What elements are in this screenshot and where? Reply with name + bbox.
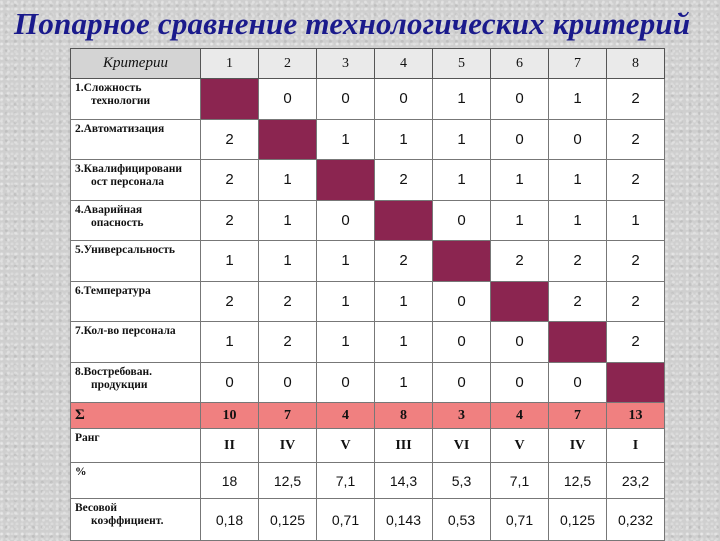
criterion-label-line2: опасность xyxy=(91,216,144,229)
weight-cell: 0,18 xyxy=(201,499,259,541)
criterion-label-line1: 3.Квалифицировани xyxy=(75,163,183,175)
criterion-label xyxy=(71,160,201,201)
score-cell: 1 xyxy=(375,362,433,403)
criterion-label-line1: 4.Аварийная xyxy=(75,203,143,216)
weight-label-line1: Весовой xyxy=(75,502,117,514)
sum-cell: 7 xyxy=(549,403,607,429)
diagonal-cell xyxy=(549,322,607,363)
score-cell: 2 xyxy=(259,322,317,363)
criterion-label xyxy=(71,241,201,282)
rank-label: Ранг xyxy=(71,429,201,463)
score-cell: 0 xyxy=(491,79,549,120)
score-cell: 2 xyxy=(201,200,259,241)
criteria-header: Критерии xyxy=(71,49,201,79)
table-row xyxy=(71,79,665,120)
weight-cell: 0,71 xyxy=(491,499,549,541)
weight-cell: 0,71 xyxy=(317,499,375,541)
score-cell: 2 xyxy=(201,281,259,322)
criterion-label-line2: технологии xyxy=(91,95,151,108)
rank-cell: V xyxy=(491,429,549,463)
score-cell: 2 xyxy=(375,160,433,201)
score-cell: 2 xyxy=(607,79,665,120)
diagonal-cell xyxy=(375,200,433,241)
column-header: 8 xyxy=(607,49,665,79)
score-cell: 1 xyxy=(433,160,491,201)
table-row xyxy=(71,322,665,363)
column-header: 3 xyxy=(317,49,375,79)
diagonal-cell xyxy=(433,241,491,282)
table-row xyxy=(71,119,665,160)
weight-cell: 0,125 xyxy=(549,499,607,541)
criterion-label xyxy=(71,362,201,403)
score-cell: 0 xyxy=(317,362,375,403)
rank-cell: VI xyxy=(433,429,491,463)
rank-cell: V xyxy=(317,429,375,463)
score-cell: 0 xyxy=(433,200,491,241)
sum-cell: 4 xyxy=(317,403,375,429)
score-cell: 1 xyxy=(549,200,607,241)
rank-row xyxy=(71,429,665,463)
weight-label xyxy=(71,499,201,541)
criterion-label xyxy=(71,200,201,241)
column-header: 6 xyxy=(491,49,549,79)
rank-cell: IV xyxy=(259,429,317,463)
score-cell: 2 xyxy=(607,241,665,282)
table-row xyxy=(71,241,665,282)
score-cell: 0 xyxy=(549,119,607,160)
diagonal-cell xyxy=(201,79,259,120)
score-cell: 2 xyxy=(607,322,665,363)
page-title: Попарное сравнение технологических критерий xyxy=(14,6,691,41)
column-header: 5 xyxy=(433,49,491,79)
score-cell: 0 xyxy=(259,79,317,120)
sum-label: Σ xyxy=(71,403,201,429)
criterion-label-line1: 1.Сложность xyxy=(75,82,142,94)
rank-cell: III xyxy=(375,429,433,463)
rank-cell: I xyxy=(607,429,665,463)
weight-cell: 0,125 xyxy=(259,499,317,541)
score-cell: 0 xyxy=(491,362,549,403)
table-row xyxy=(71,160,665,201)
score-cell: 2 xyxy=(201,160,259,201)
column-header: 7 xyxy=(549,49,607,79)
score-cell: 2 xyxy=(607,160,665,201)
score-cell: 0 xyxy=(317,79,375,120)
percent-cell: 7,1 xyxy=(491,463,549,499)
score-cell: 0 xyxy=(549,362,607,403)
criterion-label-line1: 8.Востребован. xyxy=(75,365,152,378)
percent-label: % xyxy=(71,463,201,499)
score-cell: 1 xyxy=(317,119,375,160)
score-cell: 2 xyxy=(549,241,607,282)
sum-row xyxy=(71,403,665,429)
score-cell: 0 xyxy=(317,200,375,241)
score-cell: 2 xyxy=(491,241,549,282)
diagonal-cell xyxy=(491,281,549,322)
score-cell: 1 xyxy=(433,79,491,120)
table-row xyxy=(71,281,665,322)
score-cell: 0 xyxy=(433,362,491,403)
score-cell: 2 xyxy=(375,241,433,282)
score-cell: 0 xyxy=(491,322,549,363)
criterion-label xyxy=(71,322,201,363)
criterion-label-line2: ост персонала xyxy=(91,176,165,189)
score-cell: 1 xyxy=(491,200,549,241)
score-cell: 1 xyxy=(317,322,375,363)
weight-cell: 0,143 xyxy=(375,499,433,541)
column-header: 2 xyxy=(259,49,317,79)
score-cell: 0 xyxy=(259,362,317,403)
criterion-label-line1: 5.Универсальность xyxy=(75,244,175,256)
sum-cell: 8 xyxy=(375,403,433,429)
score-cell: 2 xyxy=(607,281,665,322)
sum-cell: 10 xyxy=(201,403,259,429)
score-cell: 1 xyxy=(491,160,549,201)
criterion-label xyxy=(71,281,201,322)
score-cell: 1 xyxy=(375,322,433,363)
score-cell: 0 xyxy=(375,79,433,120)
score-cell: 1 xyxy=(259,241,317,282)
score-cell: 1 xyxy=(607,200,665,241)
table-row xyxy=(71,200,665,241)
percent-cell: 18 xyxy=(201,463,259,499)
rank-cell: IV xyxy=(549,429,607,463)
score-cell: 1 xyxy=(259,200,317,241)
score-cell: 1 xyxy=(433,119,491,160)
percent-row xyxy=(71,463,665,499)
score-cell: 1 xyxy=(375,281,433,322)
score-cell: 0 xyxy=(201,362,259,403)
percent-cell: 5,3 xyxy=(433,463,491,499)
sum-cell: 4 xyxy=(491,403,549,429)
criterion-label xyxy=(71,119,201,160)
rank-cell: II xyxy=(201,429,259,463)
score-cell: 1 xyxy=(317,241,375,282)
sum-cell: 3 xyxy=(433,403,491,429)
score-cell: 0 xyxy=(433,322,491,363)
percent-cell: 12,5 xyxy=(259,463,317,499)
criterion-label-line1: 7.Кол-во персонала xyxy=(75,325,176,337)
criterion-label-line1: 6.Температура xyxy=(75,284,151,297)
sum-cell: 7 xyxy=(259,403,317,429)
table-row xyxy=(71,362,665,403)
diagonal-cell xyxy=(259,119,317,160)
criterion-label-line2: продукции xyxy=(91,378,148,391)
score-cell: 1 xyxy=(317,281,375,322)
score-cell: 0 xyxy=(491,119,549,160)
score-cell: 1 xyxy=(549,160,607,201)
percent-cell: 23,2 xyxy=(607,463,665,499)
percent-cell: 12,5 xyxy=(549,463,607,499)
score-cell: 2 xyxy=(259,281,317,322)
percent-cell: 14,3 xyxy=(375,463,433,499)
score-cell: 2 xyxy=(549,281,607,322)
weight-cell: 0,232 xyxy=(607,499,665,541)
score-cell: 1 xyxy=(549,79,607,120)
score-cell: 2 xyxy=(607,119,665,160)
comparison-table xyxy=(70,48,665,541)
score-cell: 1 xyxy=(201,322,259,363)
header-row xyxy=(71,49,665,79)
score-cell: 1 xyxy=(259,160,317,201)
percent-cell: 7,1 xyxy=(317,463,375,499)
score-cell: 2 xyxy=(201,119,259,160)
column-header: 1 xyxy=(201,49,259,79)
weight-label-line2: коэффициент. xyxy=(91,515,164,528)
criterion-label-line1: 2.Автоматизация xyxy=(75,122,165,135)
diagonal-cell xyxy=(317,160,375,201)
weight-row xyxy=(71,499,665,541)
score-cell: 0 xyxy=(433,281,491,322)
criterion-label xyxy=(71,79,201,120)
diagonal-cell xyxy=(607,362,665,403)
column-header: 4 xyxy=(375,49,433,79)
score-cell: 1 xyxy=(201,241,259,282)
score-cell: 1 xyxy=(375,119,433,160)
weight-cell: 0,53 xyxy=(433,499,491,541)
sum-cell: 13 xyxy=(607,403,665,429)
